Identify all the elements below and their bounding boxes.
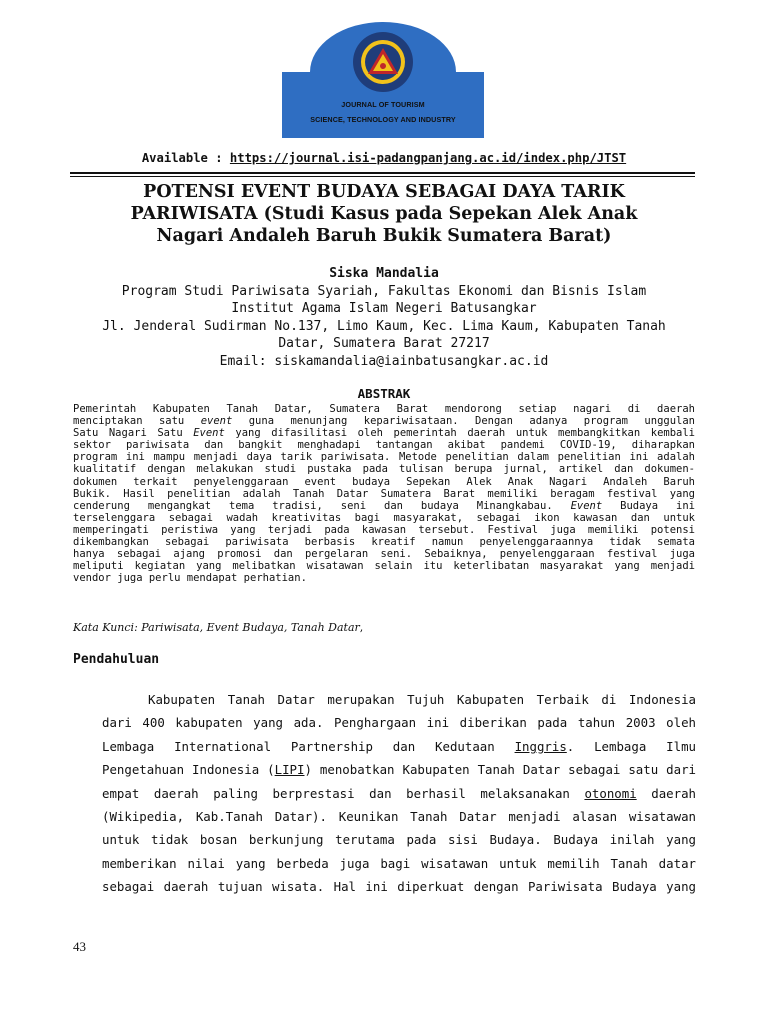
title-line: PARIWISATA (Studi Kasus pada Sepekan Alek Anak (130, 204, 638, 224)
abstract-line: dikembangkan sebagai pariwisata berbasis kreatif namun penyelenggaraannya tidak semata (73, 536, 695, 549)
journal-banner (282, 22, 484, 138)
paragraph-line: (Wikipedia, Kab.Tanah Datar). Keunikan Tanah Datar menjadi alasan wisatawan (102, 809, 696, 825)
affiliation-line: Institut Agama Islam Negeri Batusangkar (231, 301, 537, 317)
paper-title (90, 181, 678, 247)
page-number: 43 (73, 939, 86, 954)
paragraph-line: sebagai daerah tujuan wisata. Hal ini diperkuat dengan Pariwisata Budaya yang (102, 879, 696, 895)
institute-seal-icon (353, 32, 413, 92)
section-body (102, 688, 696, 899)
paragraph-line: Lembaga International Partnership dan Kedutaan Inggris. Lembaga Ilmu (102, 738, 696, 754)
section-heading: Pendahuluan (73, 652, 160, 667)
affiliation-line: Program Studi Pariwisata Syariah, Fakultas Ekonomi dan Bisnis Islam (121, 283, 647, 299)
paragraph-line: Kabupaten Tanah Datar merupakan Tujuh Kabupaten Terbaik di Indonesia (148, 692, 696, 707)
abstract-line: hanya sebagai ajang promosi dan pergelaran seni. Sebaiknya, penyelenggaraan festival juga (73, 548, 695, 561)
paragraph-line: dari 400 kabupaten yang ada. Penghargaan ini diberikan pada tahun 2003 oleh (102, 715, 696, 731)
title-line: POTENSI EVENT BUDAYA SEBAGAI DAYA TARIK (143, 182, 625, 202)
journal-url-link[interactable]: https://journal.isi-padangpanjang.ac.id/index.php/JTST (229, 151, 627, 165)
banner-line-2: SCIENCE, TECHNOLOGY AND INDUSTRY (310, 115, 456, 124)
title-line: Nagari Andaleh Baruh Bukik Sumatera Barat) (156, 226, 612, 246)
paragraph-line: memberikan nilai yang berbeda juga bagi wisatawan untuk memilih Tanah datar (102, 855, 696, 871)
header-rule-thin (70, 176, 695, 177)
author-name: Siska Mandalia (329, 266, 439, 281)
availability-line (0, 151, 768, 165)
paragraph-line: untuk tidak bosan berkunjung terutama pada sisi Budaya. Budaya inilah yang (102, 832, 696, 848)
abstract-line: sektor pariwisata dan bangkit menghadapi tantangan akibat pandemi COVID-19, diharapkan (73, 439, 695, 452)
abstract-line: Bukik. Hasil penelitian adalah Tanah Datar Sumatera Barat memiliki beragam festival yang (73, 487, 695, 500)
abstract-line: program ini mampu menjadi daya tarik pariwisata. Metode penelitian dalam penelitian ini adalah (73, 451, 695, 464)
abstract-body (73, 403, 695, 584)
email-line: Email: siskamandalia@iainbatusangkar.ac.id (219, 353, 549, 369)
banner-line-1: JOURNAL OF TOURISM (341, 100, 425, 109)
paragraph-line: Pengetahuan Indonesia (LIPI) menobatkan Kabupaten Tanah Datar sebagai satu dari (102, 762, 696, 778)
abstract-line: dokumen terkait penyelenggaraan event budaya Sepekan Alek Anak Nagari Andaleh Baruh (73, 475, 695, 488)
abstract-line: Satu Nagari Satu Event yang difasilitasi oleh pemerintah daerah untuk membangkitkan kembali (73, 427, 696, 440)
author-block (50, 265, 718, 371)
keywords-suffix: , (359, 621, 364, 634)
address-line: Jl. Jenderal Sudirman No.137, Limo Kaum, Kec. Lima Kaum, Kabupaten Tanah (102, 318, 666, 334)
abstract-line: vendor juga perlu mendapat perhatian. (73, 572, 307, 585)
paragraph-line: empat daerah paling berprestasi dan berhasil melaksanakan otonomi daerah (102, 785, 697, 801)
abstract-line: cenderung mengangkat tema tradisi, seni dan budaya Minangkabau. Event Budaya ini (73, 499, 695, 512)
keywords (73, 621, 363, 634)
keywords-text: Kata Kunci: Pariwisata, Event Budaya, Tanah Datar (73, 621, 360, 634)
abstract-line: Pemerintah Kabupaten Tanah Datar, Sumatera Barat mendorong setiap nagari di daerah (73, 403, 695, 415)
available-label: Available : (141, 151, 230, 165)
abstract-heading: ABSTRAK (357, 386, 411, 401)
address-line: Datar, Sumatera Barat 27217 (278, 336, 490, 352)
abstract-line: meliputi kegiatan yang melibatkan wisatawan selain itu keterlibatan masyarakat yang menjadi (73, 560, 695, 573)
header-rule-thick (70, 172, 695, 174)
abstract-line: memperingati peristiwa yang terjadi pada kawasan tersebut. Festival juga memiliki potensi (73, 523, 695, 536)
abstract-line: terselenggara sebagai wadah kreativitas bagi masyarakat, sebagai ikon kawasan dan untuk (73, 511, 695, 524)
abstract-line: kualitatif dengan melakukan studi pustaka pada tulisan berupa jurnal, artikel dan dokumen- (73, 463, 695, 476)
abstract-line: menciptakan satu event guna menunjang kepariwisataan. Dengan adanya program unggulan (73, 415, 695, 428)
